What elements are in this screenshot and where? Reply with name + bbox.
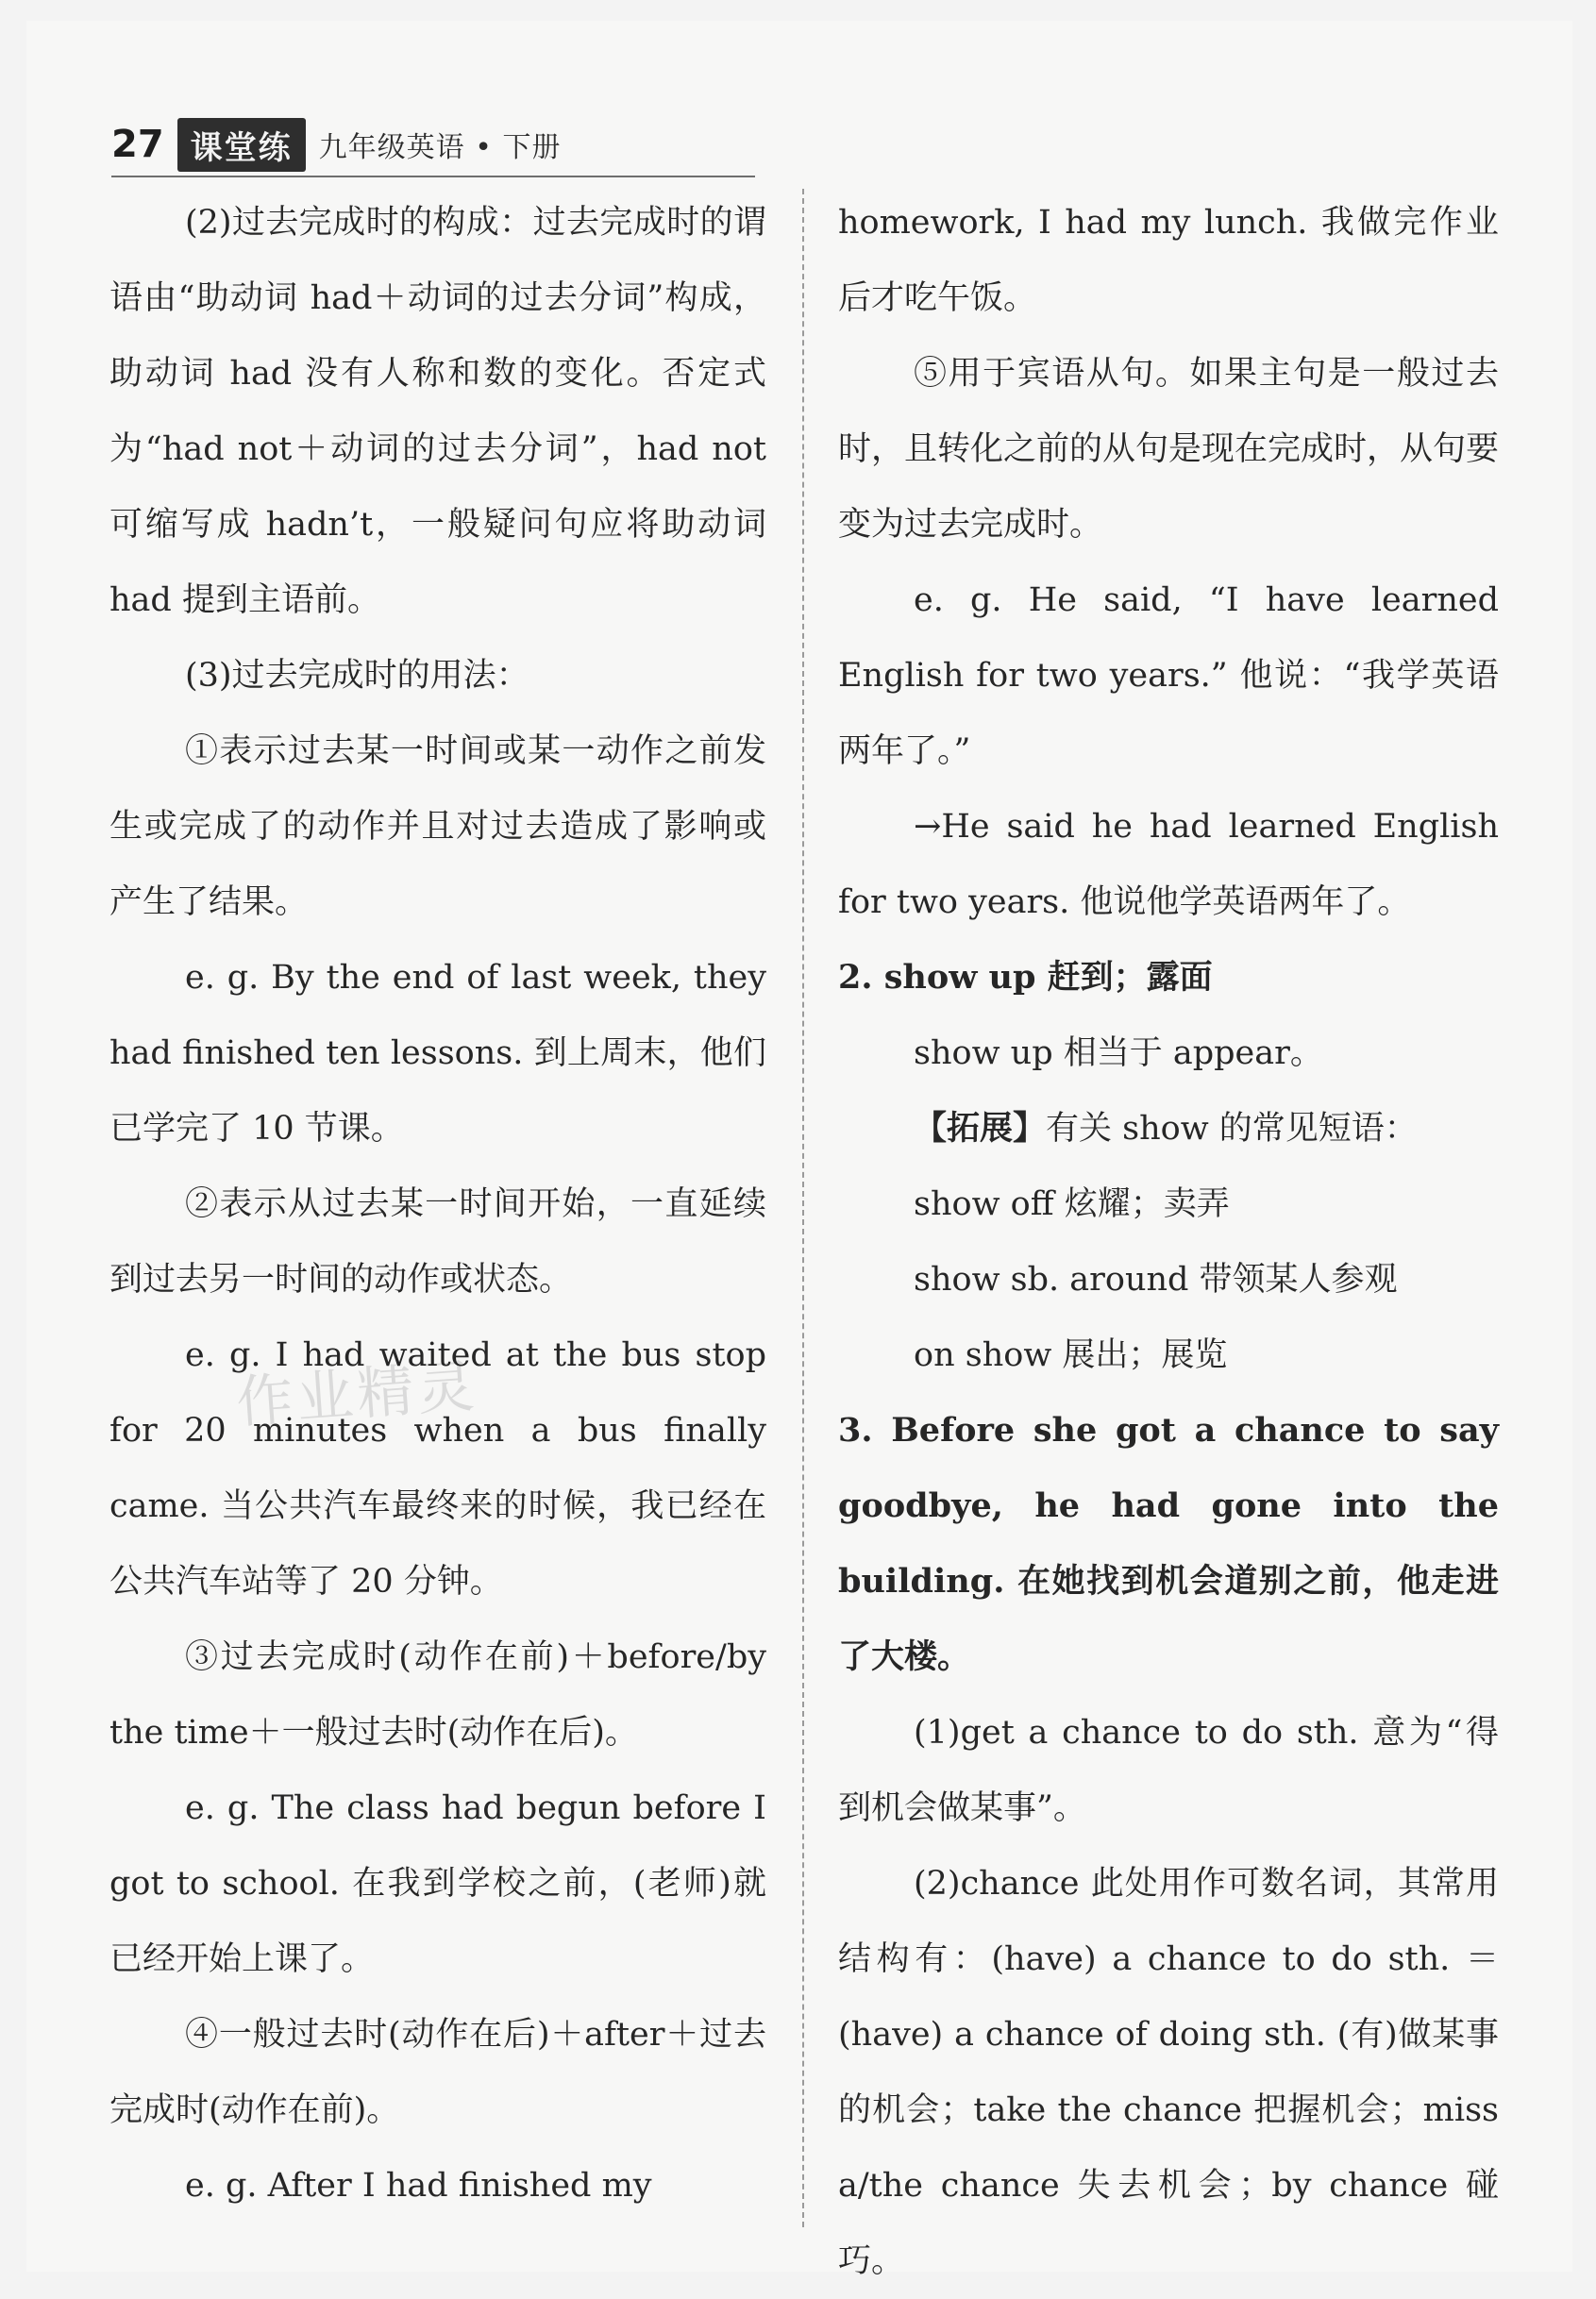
note-get-a-chance: (1)get a chance to do sth. 意为“得到机会做某事”。 — [838, 1714, 1499, 1827]
left-column — [109, 185, 766, 2223]
note-chance-structures: (2)chance 此处用作可数名词，其常用结构有：(have) a chance to do sth. ＝(have) a chance of doing sth. (有)做某事的机会；take the chance 把握机会；miss a/the chance 失去机会；by chance 碰巧。 — [838, 1865, 1499, 2280]
paragraph-usage-5: ⑤用于宾语从句。如果主句是一般过去时，且转化之前的从句是现在完成时，从句要变为过去完成时。 — [838, 355, 1500, 544]
watermark: 作业精灵 — [234, 1353, 480, 1436]
extension-note — [838, 1091, 1499, 1166]
right-column — [838, 185, 1499, 2299]
extension-mark: 【拓展】 — [914, 1109, 1047, 1148]
heading-show-up: 2. show up 赶到；露面 — [838, 958, 1213, 997]
paragraph-usage-2: ②表示从过去某一时间开始，一直延续到过去另一时间的动作或状态。 — [109, 1185, 766, 1299]
example-2: e. g. I had waited at the bus stop for 20 minutes when a bus finally came. 当公共汽车最终来的时候，我已经在公共汽车站等了 20 分钟。 — [109, 1336, 766, 1601]
extension-text: 有关 show 的常见短语： — [1046, 1110, 1418, 1148]
paragraph-usage-1: ①表示过去某一时间或某一动作之前发生或完成了的动作并且对过去造成了影响或产生了结果。 — [109, 732, 766, 921]
book-subtitle: 九年级英语 • 下册 — [318, 131, 562, 164]
phrase-show-around: show sb. around 带领某人参观 — [914, 1261, 1398, 1299]
example-4-start: e. g. After I had finished my — [185, 2167, 652, 2205]
page-number: 27 — [111, 123, 164, 166]
page-header — [111, 115, 561, 174]
header-rule — [111, 176, 755, 177]
paragraph-usage-3: ③过去完成时(动作在前)＋before/by the time＋一般过去时(动作在后)。 — [109, 1638, 766, 1752]
phrase-show-off: show off 炫耀；卖弄 — [914, 1185, 1230, 1223]
brand-badge: 课堂练 — [177, 118, 306, 172]
paragraph-structure: (2)过去完成时的构成：过去完成时的谓语由“助动词 had＋动词的过去分词”构成，助动词 had 没有人称和数的变化。否定式为“had not＋动词的过去分词”，had not 可缩写成 hadn’t，一般疑问句应将助动词 had 提到主语前。 — [109, 204, 766, 619]
example-5: e. g. He said, “I have learned English for two years.” 他说：“我学英语两年了。” — [838, 581, 1499, 770]
column-divider — [802, 189, 804, 2227]
paragraph-usage-heading: (3)过去完成时的用法： — [185, 657, 529, 695]
example-4-continued: homework, I had my lunch. 我做完作业后才吃午饭。 — [838, 204, 1499, 317]
show-up-note: show up 相当于 appear。 — [914, 1034, 1323, 1072]
heading-sentence-3: 3. Before she got a chance to say goodbye, he had gone into the building. 在她找到机会道别之前，他走进了大楼。 — [838, 1411, 1499, 1676]
example-3: e. g. The class had begun before I got to school. 在我到学校之前，(老师)就已经开始上课了。 — [109, 1789, 766, 1978]
paragraph-usage-4: ④一般过去时(动作在后)＋after＋过去完成时(动作在前)。 — [109, 2016, 766, 2129]
phrase-on-show: on show 展出；展览 — [914, 1336, 1228, 1374]
example-5-converted: →He said he had learned English for two years. 他说他学英语两年了。 — [838, 808, 1499, 921]
example-1: e. g. By the end of last week, they had finished ten lessons. 到上周末，他们已学完了 10 节课。 — [109, 959, 766, 1148]
